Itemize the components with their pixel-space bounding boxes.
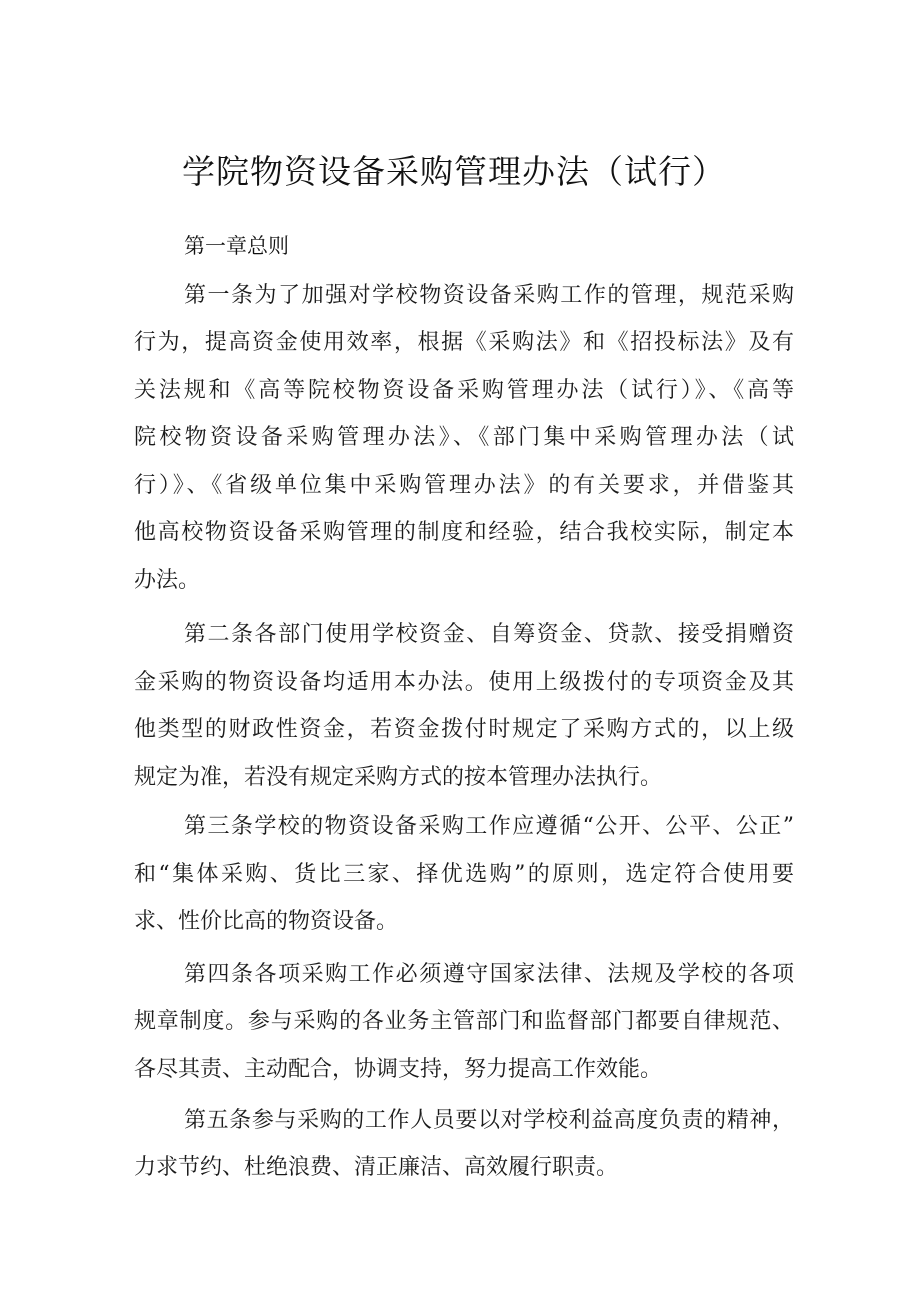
article-4-line-2: 规章制度。参与采购的各业务主管部门和监督部门都要自律规范、 — [134, 1009, 794, 1034]
article-4-line-1: 第四条各项采购工作必须遵守国家法律、法规及学校的各项 — [184, 962, 794, 987]
article-1-line-4: 院校物资设备采购管理办法》、《部门集中采购管理办法（试 — [134, 425, 794, 450]
chapter-heading: 第一章总则 — [184, 234, 289, 258]
article-3-line-2: 和“集体采购、货比三家、择优选购”的原则，选定符合使用要 — [134, 862, 794, 887]
article-2-line-1: 第二条各部门使用学校资金、自筹资金、贷款、接受捐赠资 — [184, 622, 794, 647]
article-5-line-2: 力求节约、杜绝浪费、清正廉洁、高效履行职责。 — [134, 1155, 619, 1180]
article-4-line-3: 各尽其责、主动配合，协调支持，努力提高工作效能。 — [134, 1057, 663, 1082]
article-2-line-2: 金采购的物资设备均适用本办法。使用上级拨付的专项资金及其 — [134, 670, 794, 695]
article-5-line-1: 第五条参与采购的工作人员要以对学校利益高度负责的精神， — [184, 1108, 794, 1133]
article-1-line-6: 他高校物资设备采购管理的制度和经验，结合我校实际，制定本 — [134, 520, 794, 545]
article-1-line-3: 关法规和《高等院校物资设备采购管理办法（试行）》、《高等 — [134, 378, 794, 403]
article-3-line-1: 第三条学校的物资设备采购工作应遵循“公开、公平、公正” — [184, 814, 794, 839]
article-1-line-7: 办法。 — [134, 568, 201, 593]
article-1-line-1: 第一条为了加强对学校物资设备采购工作的管理，规范采购 — [184, 283, 794, 308]
document-title: 学院物资设备采购管理办法（试行） — [182, 152, 726, 191]
article-2-line-3: 他类型的财政性资金，若资金拨付时规定了采购方式的，以上级 — [134, 717, 794, 742]
article-1-line-2: 行为，提高资金使用效率，根据《采购法》和《招投标法》及有 — [134, 330, 794, 355]
article-3-line-3: 求、性价比高的物资设备。 — [134, 909, 399, 934]
article-1-line-5: 行）》、《省级单位集中采购管理办法》的有关要求，并借鉴其 — [134, 473, 794, 498]
article-2-line-4: 规定为准，若没有规定采购方式的按本管理办法执行。 — [134, 765, 663, 790]
